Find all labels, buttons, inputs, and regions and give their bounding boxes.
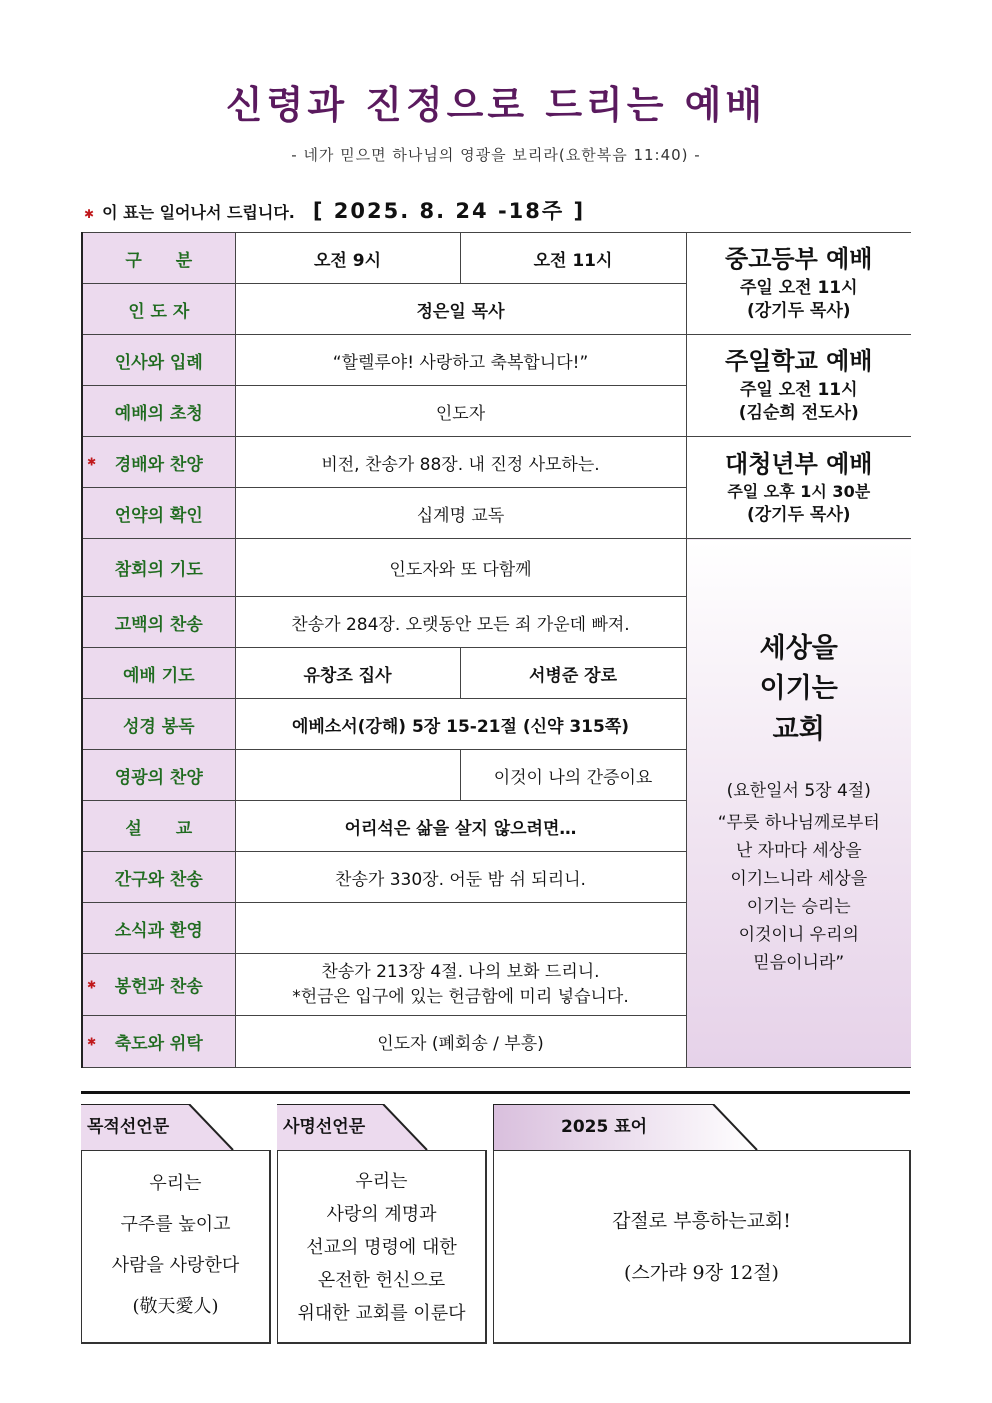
repentance-value: 인도자와 또 다함께 xyxy=(235,539,686,597)
sunday-school-info xyxy=(686,335,911,437)
news-value xyxy=(235,903,686,954)
row-label-offering: ✱ 봉헌과 찬송 xyxy=(82,954,235,1016)
sunday-school-time: 주일 오전 11시 xyxy=(739,379,858,400)
time-9am: 오전 9시 xyxy=(235,233,460,284)
row-label-greeting: 인사와 입례 xyxy=(82,335,235,386)
invitation-value: 인도자 xyxy=(235,386,686,437)
praise-value: 비전, 찬송가 88장. 내 진정 사모하는. xyxy=(235,437,686,488)
purpose-statement-box: 우리는 구주를 높이고 사람을 사랑한다 (敬天愛人) xyxy=(81,1150,271,1344)
row-label-benediction: ✱ 축도와 위탁 xyxy=(82,1016,235,1068)
table-bottom-rule xyxy=(81,1091,910,1094)
motto-label: 2025 표어 xyxy=(561,1117,648,1137)
glory-hymn-9am xyxy=(235,750,460,801)
church-motto-box xyxy=(686,539,911,1068)
prayer-9am: 유창조 집사 xyxy=(235,648,460,699)
mission-statement-box: 우리는 사랑의 계명과 선교의 명령에 대한 온전한 헌신으로 위대한 교회를 이룬다 xyxy=(277,1150,487,1344)
row-label-leader: 인 도 자 xyxy=(82,284,235,335)
page-subtitle: - 네가 믿으면 하나님의 영광을 보리라(요한복음 11:40) - xyxy=(291,146,701,164)
page-title: 신령과 진정으로 드리는 예배 xyxy=(225,83,767,127)
greeting-value: “할렐루야! 사랑하고 축복합니다!” xyxy=(235,335,686,386)
church-title: 세상을 이기는 교회 xyxy=(759,632,838,745)
offering-value: 찬송가 213장 4절. 나의 보화 드리니. *헌금은 입구에 있는 헌금함에 미리 넣습니다. xyxy=(235,954,686,1016)
motto-box: 갑절로 부흥하는교회! (스가랴 9장 12절) xyxy=(493,1150,911,1344)
church-verse-reference: (요한일서 5장 4절) xyxy=(726,781,871,802)
order-of-worship-table xyxy=(81,232,911,1068)
youth-service-time: 주일 오전 11시 xyxy=(739,277,858,298)
scripture-value: 에베소서(강해) 5장 15-21절 (신약 315쪽) xyxy=(235,699,686,750)
mission-label: 사명선언문 xyxy=(283,1117,366,1137)
young-adult-time: 주일 오후 1시 30분 xyxy=(727,482,871,502)
supplication-value: 찬송가 330장. 어둔 밤 쉬 되리니. xyxy=(235,852,686,903)
sermon-title: 어리석은 삶을 살지 않으려면… xyxy=(235,801,686,852)
star-icon: ✱ xyxy=(87,1035,97,1048)
row-label-sermon: 설 교 xyxy=(82,801,235,852)
sunday-school-leader: (김순희 전도사) xyxy=(738,403,859,424)
row-label-category: 구 분 xyxy=(82,233,235,284)
row-label-invitation: 예배의 초청 xyxy=(82,386,235,437)
church-verse-text: “무릇 하나님께로부터 난 자마다 세상을 이기느니라 세상을 이기는 승리는 이것이니 우리의 믿음이니라” xyxy=(717,813,880,974)
covenant-value: 십계명 교독 xyxy=(235,488,686,539)
youth-service-leader: (강기두 목사) xyxy=(746,301,851,322)
purpose-label: 목적선언문 xyxy=(87,1117,170,1137)
star-icon: ✱ xyxy=(87,455,97,469)
young-adult-leader: (강기두 목사) xyxy=(746,504,851,525)
row-label-supplication: 간구와 찬송 xyxy=(82,852,235,903)
standing-notice xyxy=(84,195,585,225)
star-icon: ✱ xyxy=(87,978,97,991)
row-label-news: 소식과 환영 xyxy=(82,903,235,954)
youth-service-info xyxy=(686,233,911,335)
row-label-praise: ✱ 경배와 찬양 xyxy=(82,437,235,488)
row-label-covenant: 언약의 확인 xyxy=(82,488,235,539)
row-label-scripture: 성경 봉독 xyxy=(82,699,235,750)
service-date: [ 2025. 8. 24 -18주 ] xyxy=(312,199,586,223)
row-label-prayer: 예배 기도 xyxy=(82,648,235,699)
confession-value: 찬송가 284장. 오랫동안 모든 죄 가운데 빠져. xyxy=(235,597,686,648)
young-adult-title: 대청년부 예배 xyxy=(725,449,873,478)
row-label-confession: 고백의 찬송 xyxy=(82,597,235,648)
row-label-repentance: 참회의 기도 xyxy=(82,539,235,597)
leader-value: 정은일 목사 xyxy=(235,284,686,335)
row-label-glory-hymn: 영광의 찬양 xyxy=(82,750,235,801)
sunday-school-title: 주일학교 예배 xyxy=(725,346,873,375)
young-adult-info xyxy=(686,437,911,539)
youth-service-title: 중고등부 예배 xyxy=(725,244,873,273)
time-11am: 오전 11시 xyxy=(460,233,686,284)
prayer-11am: 서병준 장로 xyxy=(460,648,686,699)
star-icon: ✱ xyxy=(84,206,95,221)
benediction-value: 인도자 (폐회송 / 부흥) xyxy=(235,1016,686,1068)
notice-text: 이 표는 일어나서 드립니다. xyxy=(102,203,295,222)
glory-hymn-11am: 이것이 나의 간증이요 xyxy=(460,750,686,801)
